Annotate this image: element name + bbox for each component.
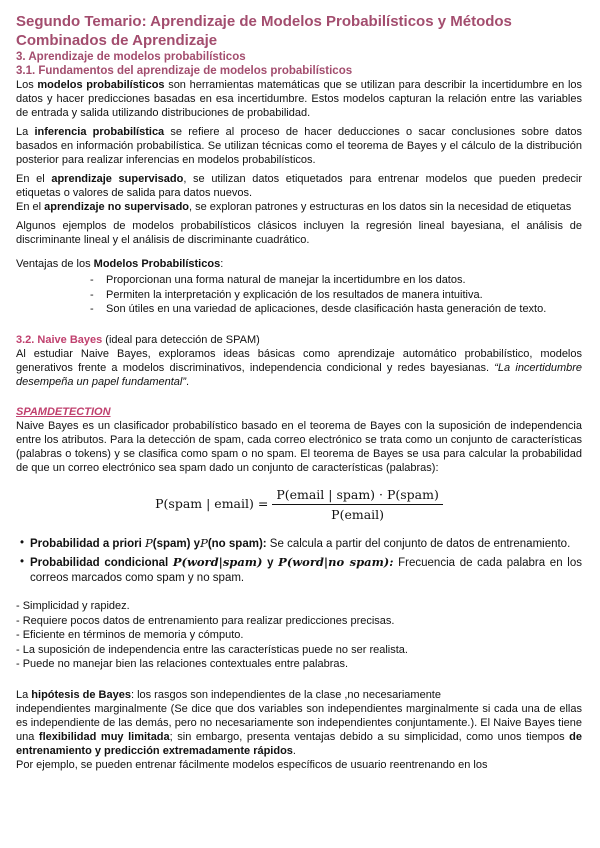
paragraph-no-supervisado: En el aprendizaje no supervisado, se exploran patrones y estructuras en los datos sin la necesidad de etiquetas bbox=[16, 201, 572, 213]
bayes-formula bbox=[16, 487, 582, 522]
section-3-1-heading: 3.1. Fundamentos del aprendizaje de modelos probabilísticos bbox=[16, 65, 353, 77]
paragraph-hipotesis: independientes marginalmente (Se dice que dos variables son independientes marginalmente si cada una de ellas es independiente de las demás, pero no necesariamente son independientes conjuntamente.). El Naive Bayes tiene una flexibilidad muy limitada; sin embargo, presenta ventajas debido a su simplicidad, como unos tiempos de entrenamiento y predicción extremadamente rápidos. bbox=[16, 702, 582, 757]
formula-numerator: P(email | spam) · P(spam) bbox=[272, 487, 443, 505]
paragraph-hipotesis-line1: La hipótesis de Bayes: los rasgos son independientes de la clase ,no necesariamente bbox=[16, 688, 441, 701]
paragraph-naive-bayes-def: Naive Bayes es un clasificador probabilístico basado en el teorema de Bayes con la suposición de independencia entre los atributos. Para la detección de spam, cada correo electrónico se trata como un conjunto de características (palabras o tokens) y se clasifica como spam o no spam. El teorema de Bayes se usa para calcular la probabilidad de que un correo electrónico sea spam dado un conjunto de características (palabras): bbox=[16, 419, 582, 474]
list-item: - La suposición de independencia entre las características puede no ser realista. bbox=[16, 643, 408, 656]
paragraph-modelos: Los modelos probabilísticos son herramientas matemáticas que se utilizan para describir la incertidumbre en los datos y hacer predicciones basadas en esa incertidumbre. Estos modelos capturan la relación entre las variables de entrada y salida utilizando distribuciones de probabilidad. bbox=[16, 79, 582, 119]
spam-detection-link[interactable]: SPAMDETECTION bbox=[16, 405, 111, 418]
section-3-2-heading: 3.2. Naive Bayes (ideal para detección de SPAM) bbox=[16, 333, 260, 346]
document-page bbox=[16, 12, 582, 772]
list-item: - Requiere pocos datos de entrenamiento para realizar predicciones precisas. bbox=[16, 614, 395, 627]
page-title: Segundo Temario: Aprendizaje de Modelos Probabilísticos y Métodos Combinados de Aprendizaje bbox=[16, 13, 512, 49]
paragraph-ejemplo-final: Por ejemplo, se pueden entrenar fácilmente modelos específicos de usuario reentrenando en los bbox=[16, 758, 488, 771]
list-item: - Proporcionan una forma natural de manejar la incertidumbre en los datos. bbox=[90, 274, 466, 286]
paragraph-ejemplos: Algunos ejemplos de modelos probabilísticos clásicos incluyen la regresión lineal bayesiana, el análisis de discriminante lineal y el análisis de discriminante cuadrático. bbox=[16, 220, 582, 246]
ventajas-heading: Ventajas de los Modelos Probabilísticos: bbox=[16, 258, 224, 270]
paragraph-naive-bayes-intro: Al estudiar Naive Bayes, exploramos ideas básicas como aprendizaje automático probabilístico, modelos generativos frente a modelos discriminativos, independencia condicional y redes bayesianas. “La incertidumbre desempeña un papel fundamental”. bbox=[16, 347, 583, 388]
paragraph-inferencia: La inferencia probabilística se refiere al proceso de hacer deducciones o sacar conclusiones sobre datos basados en información probabilística. Se utilizan técnicas como el teorema de Bayes y el cálculo de la distribución posterior para realizar inferencias en modelos probabilísticos. bbox=[16, 126, 582, 166]
bullet-priori: • Probabilidad a priori P(spam) yP(no spam): Se calcula a partir del conjunto de datos de entrenamiento. bbox=[20, 535, 571, 550]
pros-cons-list bbox=[16, 599, 582, 672]
list-item: - Son útiles en una variedad de aplicaciones, desde clasificación hasta generación de texto. bbox=[90, 303, 547, 315]
probability-bullets bbox=[16, 536, 582, 586]
bullet-condicional: • Probabilidad condicional P(word|spam) y P(word|no spam): Frecuencia de cada palabra en los correos marcados como spam y no spam. bbox=[20, 555, 582, 584]
formula-lhs: P(spam | email) = bbox=[155, 495, 269, 511]
ventajas-list bbox=[16, 273, 582, 317]
formula-denominator: P(email) bbox=[331, 506, 385, 522]
section-3-heading: 3. Aprendizaje de modelos probabilísticos bbox=[16, 51, 246, 63]
paragraph-supervisado: En el aprendizaje supervisado, se utilizan datos etiquetados para entrenar modelos que pueden predecir etiquetas o valores de salida para datos nuevos. bbox=[16, 173, 582, 199]
list-item: - Puede no manejar bien las relaciones contextuales entre palabras. bbox=[16, 658, 349, 670]
list-item: - Permiten la interpretación y explicación de los resultados de manera intuitiva. bbox=[90, 288, 483, 301]
list-item: - Eficiente en términos de memoria y cómputo. bbox=[16, 629, 244, 641]
formula-fraction bbox=[272, 487, 443, 522]
list-item: - Simplicidad y rapidez. bbox=[16, 600, 130, 612]
